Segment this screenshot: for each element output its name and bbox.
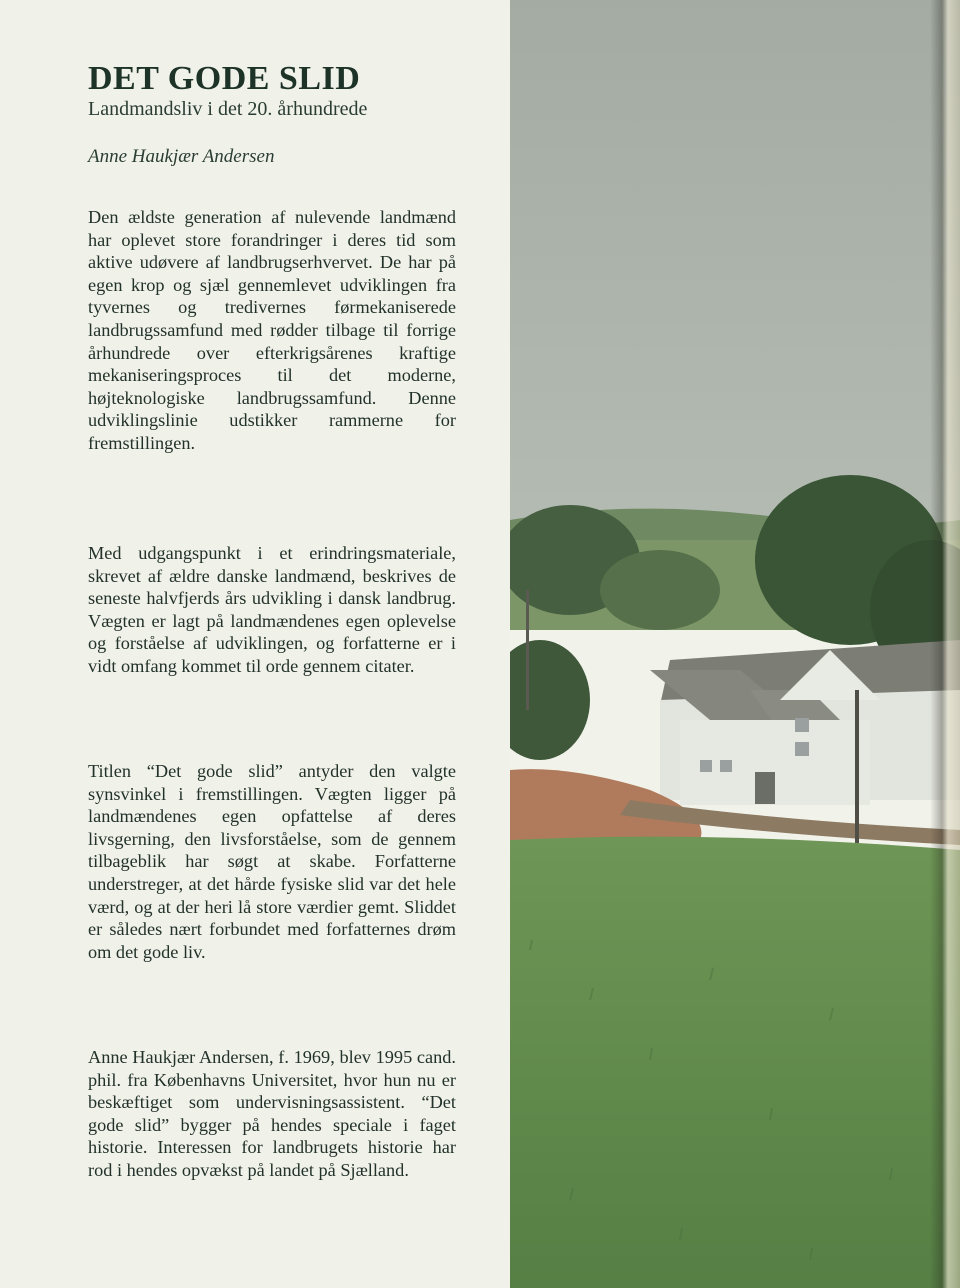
author-bio-paragraph: Anne Haukjær Andersen, f. 1969, blev 1995 cand. phil. fra Københavns Universitet, hvor hun nu er beskæftiget som undervisningsassistent. “Det gode slid” bygger på hendes speciale i faget historie. Interessen for landbrugets historie har rod i hendes opvækst på landet på Sjælland. [88, 1047, 456, 1180]
blurb-paragraph: Med udgangspunkt i et erindringsmateriale, skrevet af ældre danske landmænd, beskrives de seneste halvfjerds års udvikling i dansk landbrug. Vægten er lagt på landmændenes egen oplevelse og forståelse af udviklingen, og forfatterne er i vidt omfang kommet til orde gennem citater. [88, 543, 456, 676]
book-spine-edge [930, 0, 960, 1288]
author-name: Anne Haukjær Andersen [88, 146, 275, 167]
blurb-paragraph: Titlen “Det gode slid” antyder den valgte synsvinkel i fremstillingen. Vægten ligger på landmændenes egen opfattelse af deres livsgerning, den livsforståelse, som de gennem tilbageblik har søgt at skabe. Forfatterne understreger, at det hårde fysiske slid var det hele værd, og at der heri lå store værdier gemt. Sliddet er således nært forbundet med forfatternes drøm om det gode liv. [88, 761, 456, 962]
blurb-paragraph: Den ældste generation af nulevende landmænd har oplevet store forandringer i deres tid som aktive udøvere af landbrugserhvervet. De har på egen krop og sjæl gennemlevet udviklingen fra tyvernes og tredivernes førmekaniserede landbrugssamfund med rødder tilbage til forrige århundrede over efterkrigsårenes kraftige mekaniseringsproces til det moderne, højteknologiske landbrugssamfund. Denne udviklingslinie udstikker rammerne for fremstillingen. [88, 207, 456, 453]
book-subtitle: Landmandsliv i det 20. århundrede [88, 98, 368, 120]
book-title: DET GODE SLID [88, 60, 361, 97]
farm-landscape-photo [510, 0, 960, 1288]
